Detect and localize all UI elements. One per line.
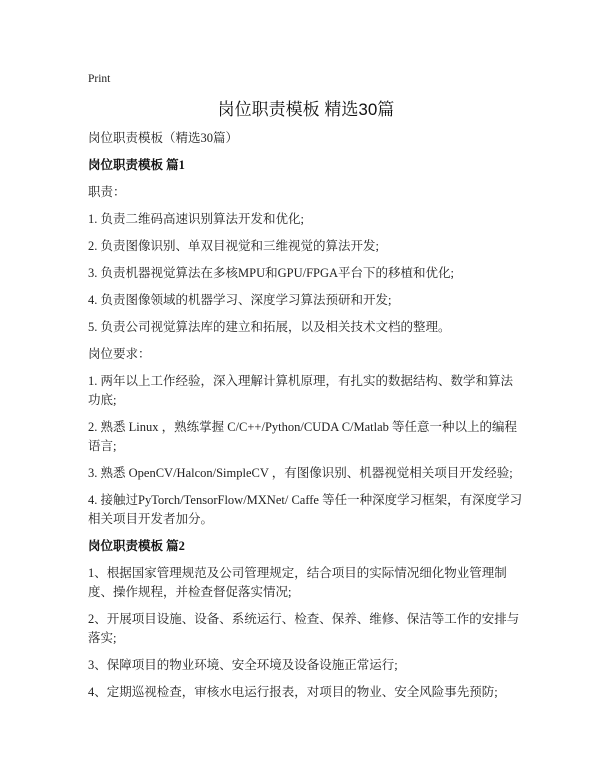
print-label: Print bbox=[88, 73, 111, 85]
paragraph: 2. 负责图像识别、单双目视觉和三维视觉的算法开发; bbox=[88, 239, 379, 253]
paragraph: 3、保障项目的物业环境、安全环境及设备设施正常运行; bbox=[88, 658, 398, 672]
paragraph: 2、开展项目设施、设备、系统运行、检查、保养、维修、保洁等工作的安排与落实; bbox=[88, 612, 520, 645]
paragraph: 4. 负责图像领域的机器学习、深度学习算法预研和开发; bbox=[88, 293, 392, 307]
paragraph: 3. 负责机器视觉算法在多核MPU和GPU/FPGA平台下的移植和优化; bbox=[88, 266, 455, 280]
paragraph: 4、定期巡视检查，审核水电运行报表，对项目的物业、安全风险事先预防; bbox=[88, 685, 498, 699]
document-title: 岗位职责模板 精选30篇 bbox=[217, 100, 395, 119]
paragraph: 1. 两年以上工作经验，深入理解计算机原理，有扎实的数据结构、数学和算法功底; bbox=[88, 374, 514, 407]
paragraph: 1. 负责二维码高速识别算法开发和优化; bbox=[88, 212, 304, 226]
paragraph: 岗位要求： bbox=[88, 347, 151, 361]
section-heading: 岗位职责模板 篇1 bbox=[88, 158, 185, 172]
paragraph: 2. 熟悉 Linux ，熟练掌握 C/C++/Python/CUDA C/Matlab 等任意一种以上的编程语言; bbox=[88, 420, 518, 453]
paragraph: 5. 负责公司视觉算法库的建立和拓展，以及相关技术文档的整理。 bbox=[88, 320, 451, 334]
paragraph: 3. 熟悉 OpenCV/Halcon/SimpleCV ，有图像识别、机器视觉相关项目开发经验; bbox=[88, 466, 513, 480]
paragraph: 4. 接触过PyTorch/TensorFlow/MXNet/ Caffe 等任一种深度学习框架，有深度学习相关项目开发者加分。 bbox=[88, 493, 523, 526]
paragraph: 职责： bbox=[88, 185, 126, 199]
sections bbox=[88, 156, 524, 702]
document-subtitle: 岗位职责模板（精选30篇） bbox=[88, 131, 239, 145]
paragraph: 1、根据国家管理规范及公司管理规定，结合项目的实际情况细化物业管理制度、操作规程，并检查督促落实情况; bbox=[88, 566, 507, 599]
section-heading: 岗位职责模板 篇2 bbox=[88, 539, 185, 553]
document-page bbox=[88, 70, 524, 710]
